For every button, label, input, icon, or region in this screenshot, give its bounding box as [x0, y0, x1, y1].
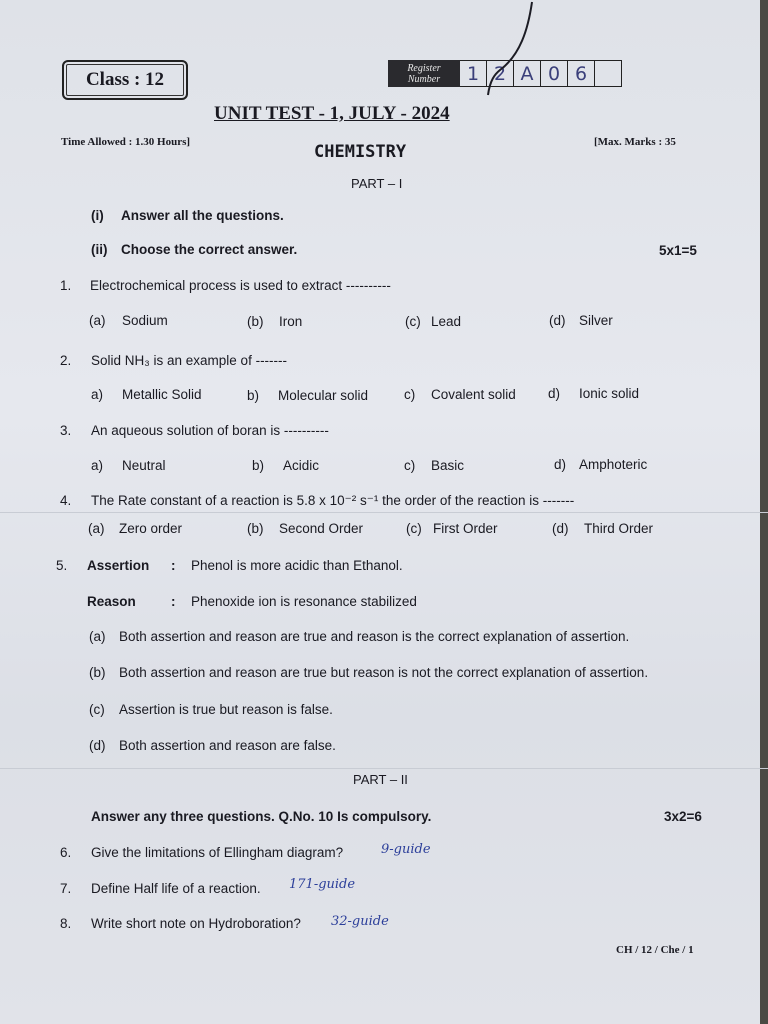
footer-code: CH / 12 / Che / 1 — [616, 944, 694, 956]
option-text: Both assertion and reason are true but reason is not the correct explanation of assertion. — [119, 665, 649, 680]
register-digit: 0 — [541, 60, 568, 87]
question-number: 4. — [60, 493, 72, 508]
option-label: b) — [252, 458, 265, 473]
option-label: (b) — [247, 314, 264, 329]
register-digit — [595, 60, 622, 87]
register-digit: A — [514, 60, 541, 87]
option-text: Third Order — [584, 521, 654, 536]
option-label: (d) — [549, 313, 566, 328]
option-label: (c) — [405, 314, 421, 329]
question-text: Define Half life of a reaction. — [91, 881, 261, 896]
option-label: (d) — [89, 738, 106, 753]
class-label: Class : 12 — [62, 60, 188, 100]
option-text: Silver — [579, 313, 613, 328]
separator: : — [171, 594, 176, 609]
option-text: Ionic solid — [579, 386, 640, 401]
option-text: Iron — [279, 314, 303, 329]
part1-heading: PART – I — [351, 176, 403, 191]
question-text: Write short note on Hydroboration? — [91, 916, 301, 931]
option-text: Both assertion and reason are false. — [119, 738, 336, 753]
option-label: (d) — [552, 521, 569, 536]
instruction-text: Answer all the questions. — [121, 208, 284, 223]
part2-heading: PART – II — [353, 772, 408, 787]
option-text: Metallic Solid — [122, 387, 202, 402]
option-text: Acidic — [283, 458, 320, 473]
register-label-line2: Number — [407, 73, 441, 85]
option-label: a) — [91, 458, 104, 473]
assertion-label: Assertion — [87, 558, 150, 573]
option-text: Both assertion and reason are true and reason is the correct explanation of assertion. — [119, 629, 630, 644]
option-label: (b) — [247, 521, 264, 536]
option-label: d) — [554, 457, 567, 472]
option-label: a) — [91, 387, 104, 402]
option-text: Lead — [431, 314, 462, 329]
option-label: c) — [404, 458, 416, 473]
max-marks: [Max. Marks : 35 — [594, 136, 676, 148]
option-label: (b) — [89, 665, 106, 680]
register-label-line1: Register — [407, 62, 441, 74]
time-allowed: Time Allowed : 1.30 Hours] — [61, 136, 191, 148]
question-text: Electrochemical process is used to extract ---------- — [90, 278, 391, 293]
option-text: Basic — [431, 458, 465, 473]
option-text: Second Order — [279, 521, 364, 536]
handwritten-note: 171-guide — [289, 877, 356, 892]
option-text: Neutral — [122, 458, 166, 473]
question-number: 8. — [60, 916, 72, 931]
option-label: (a) — [89, 313, 106, 328]
register-digit: 2 — [487, 60, 514, 87]
part2-instruction: Answer any three questions. Q.No. 10 Is compulsory. — [91, 809, 432, 824]
register-digit: 1 — [460, 60, 487, 87]
option-label: (c) — [406, 521, 422, 536]
option-text: Zero order — [119, 521, 183, 536]
register-digit: 6 — [568, 60, 595, 87]
reason-text: Phenoxide ion is resonance stabilized — [191, 594, 417, 609]
subject-title: CHEMISTRY — [314, 142, 407, 162]
fold-crease — [0, 768, 768, 769]
fold-crease — [0, 512, 768, 513]
question-number: 5. — [56, 558, 68, 573]
question-text: An aqueous solution of boran is ---------- — [91, 423, 329, 438]
register-label — [388, 60, 460, 87]
instruction-num: (ii) — [91, 242, 108, 257]
part2-marks: 3x2=6 — [664, 809, 702, 824]
handwritten-note: 9-guide — [381, 842, 431, 857]
option-label: (c) — [89, 702, 105, 717]
assertion-text: Phenol is more acidic than Ethanol. — [191, 558, 403, 573]
question-text: The Rate constant of a reaction is 5.8 x 10⁻² s⁻¹ the order of the reaction is ------- — [91, 493, 575, 508]
question-number: 7. — [60, 881, 72, 896]
handwritten-note: 32-guide — [331, 914, 389, 929]
instruction-num: (i) — [91, 208, 104, 223]
part1-marks: 5x1=5 — [659, 243, 697, 258]
question-number: 3. — [60, 423, 72, 438]
option-text: Amphoteric — [579, 457, 648, 472]
option-text: Covalent solid — [431, 387, 516, 402]
option-label: (a) — [89, 629, 106, 644]
question-text: Give the limitations of Ellingham diagram? — [91, 845, 344, 860]
pen-stroke-path — [488, 2, 532, 95]
question-number: 6. — [60, 845, 72, 860]
question-number: 2. — [60, 353, 72, 368]
question-number: 1. — [60, 278, 72, 293]
test-title: UNIT TEST - 1, JULY - 2024 — [214, 103, 450, 124]
option-text: Sodium — [122, 313, 168, 328]
option-text: Molecular solid — [278, 388, 369, 403]
option-text: First Order — [433, 521, 498, 536]
reason-label: Reason — [87, 594, 136, 609]
option-label: c) — [404, 387, 416, 402]
pen-stroke — [470, 0, 540, 100]
question-text: Solid NH₃ is an example of ------- — [91, 353, 288, 368]
option-text: Assertion is true but reason is false. — [119, 702, 333, 717]
option-label: d) — [548, 386, 561, 401]
option-label: b) — [247, 388, 260, 403]
instruction-text: Choose the correct answer. — [121, 242, 298, 257]
option-label: (a) — [88, 521, 105, 536]
separator: : — [171, 558, 176, 573]
